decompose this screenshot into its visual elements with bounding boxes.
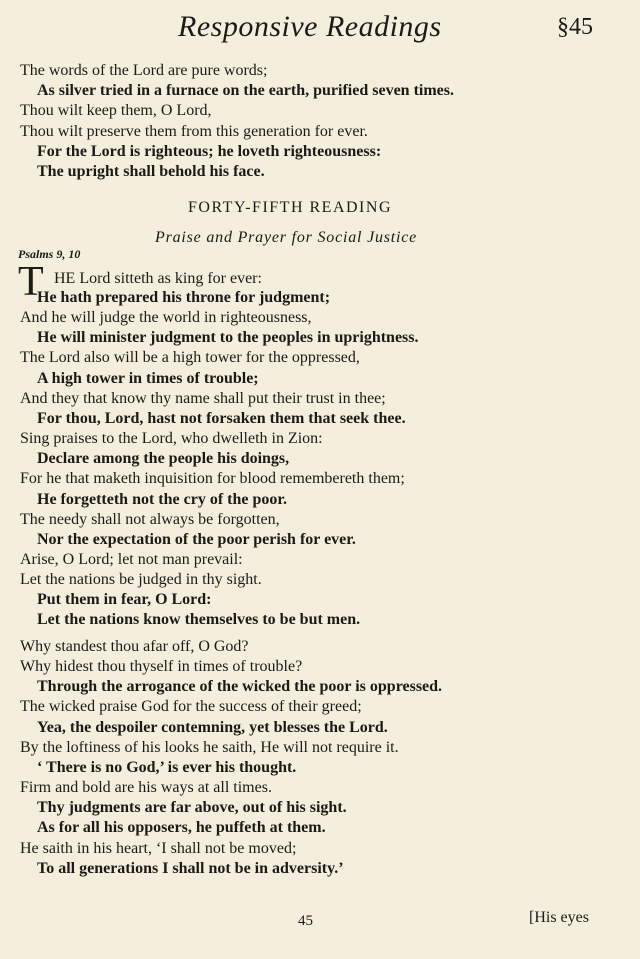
verse-line: He saith in his heart, ‘I shall not be moved;	[20, 839, 297, 857]
response-line: As silver tried in a furnace on the earth, purified seven times.	[37, 82, 454, 100]
reading-title: FORTY-FIFTH READING	[188, 199, 392, 216]
catchword: [His eyes	[529, 909, 589, 926]
verse-line: The Lord also will be a high tower for the oppressed,	[20, 349, 360, 367]
response-line: To all generations I shall not be in adversity.’	[37, 859, 344, 877]
verse-line: The needy shall not always be forgotten,	[20, 510, 280, 528]
response-line: The upright shall behold his face.	[37, 163, 265, 180]
response-line: Yea, the despoiler contemning, yet blesses the Lord.	[37, 718, 388, 736]
verse-line: For he that maketh inquisition for blood remembereth them;	[20, 470, 405, 488]
verse-line: By the loftiness of his looks he saith, He will not require it.	[20, 738, 399, 756]
verse-line: And he will judge the world in righteousness,	[20, 309, 312, 327]
verse-line: The words of the Lord are pure words;	[20, 62, 268, 79]
response-line: Nor the expectation of the poor perish for ever.	[37, 530, 356, 548]
first-verse-line: HE Lord sitteth as king for ever:	[54, 270, 262, 287]
response-line: ‘ There is no God,’ is ever his thought.	[37, 758, 297, 776]
response-line: A high tower in times of trouble;	[37, 369, 259, 387]
response-line: Thy judgments are far above, out of his sight.	[37, 799, 347, 817]
response-line: He will minister judgment to the peoples in uprightness.	[37, 329, 419, 347]
response-line: Put them in fear, O Lord:	[37, 591, 212, 609]
response-line: For thou, Lord, hast not forsaken them that seek thee.	[37, 409, 406, 427]
verse-line: The wicked praise God for the success of their greed;	[20, 698, 362, 716]
verse-line: Arise, O Lord; let not man prevail:	[20, 550, 243, 568]
verse-line: Thou wilt keep them, O Lord,	[20, 102, 212, 120]
verse-line: Why hidest thou thyself in times of trouble?	[20, 658, 303, 676]
response-line: He hath prepared his throne for judgment;	[37, 289, 331, 306]
verse-line: Sing praises to the Lord, who dwelleth in Zion:	[20, 430, 323, 448]
verse-line: Why standest thou afar off, O God?	[20, 638, 249, 655]
reading-subtitle: Praise and Prayer for Social Justice	[155, 229, 418, 246]
section-number: §45	[557, 14, 593, 40]
response-line: As for all his opposers, he puffeth at them.	[37, 819, 326, 837]
response-line: For the Lord is righteous; he loveth righteousness:	[37, 142, 382, 160]
running-head-title: Responsive Readings	[178, 10, 442, 43]
response-line: Declare among the people his doings,	[37, 450, 290, 468]
verse-line: And they that know thy name shall put their trust in thee;	[20, 389, 386, 407]
verse-line: Let the nations be judged in thy sight.	[20, 571, 262, 589]
response-line: He forgetteth not the cry of the poor.	[37, 490, 288, 508]
psalm-reference: Psalms 9, 10	[18, 247, 81, 261]
drop-cap: T	[18, 259, 44, 305]
verse-line: Firm and bold are his ways at all times.	[20, 779, 272, 797]
response-line: Let the nations know themselves to be but men.	[37, 611, 361, 629]
page-number: 45	[298, 913, 313, 929]
response-line: Through the arrogance of the wicked the poor is oppressed.	[37, 678, 443, 696]
verse-line: Thou wilt preserve them from this generation for ever.	[20, 122, 368, 140]
